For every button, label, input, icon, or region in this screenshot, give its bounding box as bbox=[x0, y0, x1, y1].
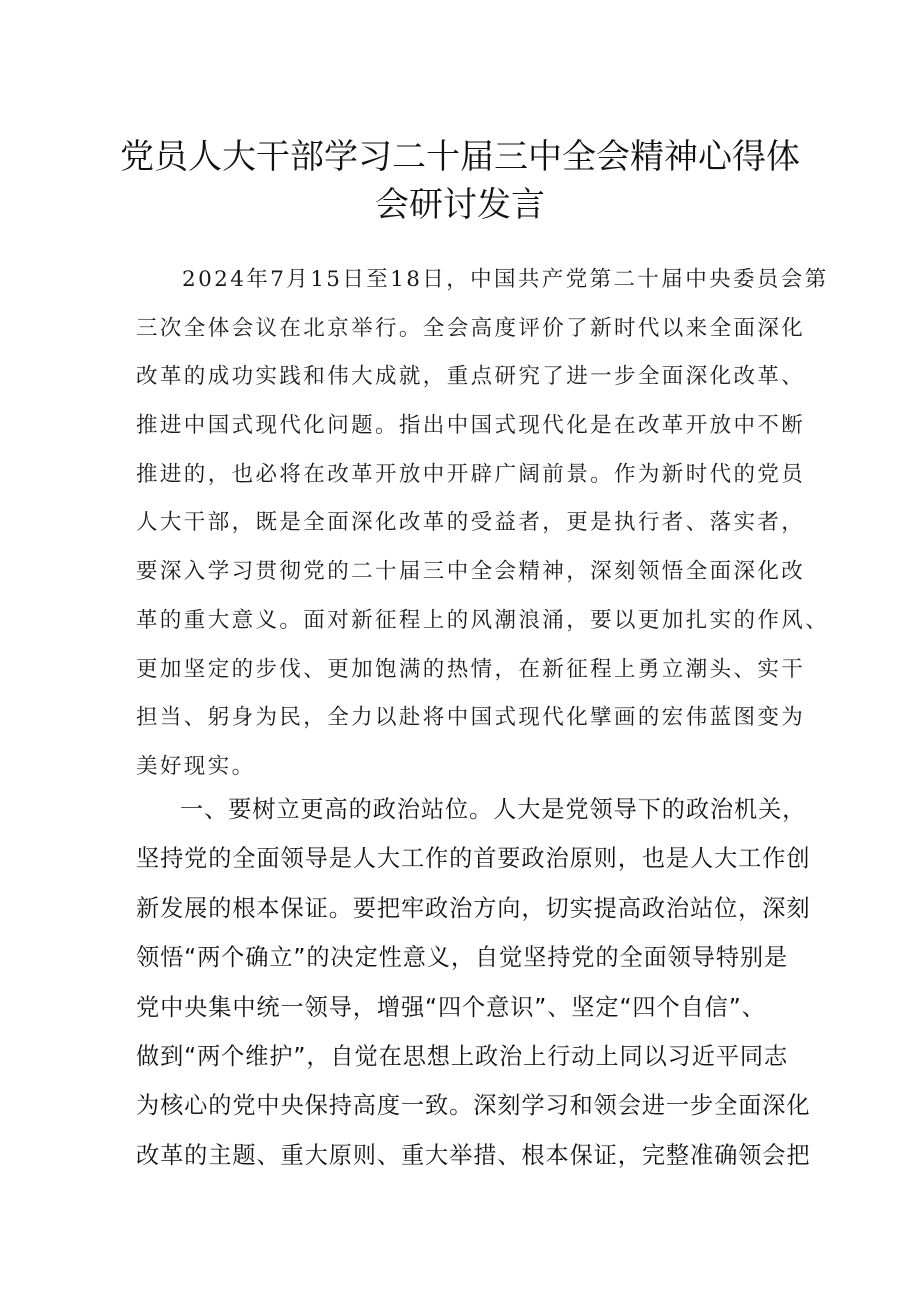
paragraph-line: 担当、躬身为民，全力以赴将中国式现代化擘画的宏伟蓝图变为 bbox=[136, 705, 806, 731]
paragraph-line: 人大干部，既是全面深化改革的受益者，更是执行者、落实者， bbox=[136, 510, 806, 536]
paragraph-line: 推进的，也必将在改革开放中开辟广阔前景。作为新时代的党员 bbox=[136, 461, 806, 487]
paragraph-line: 改革的主题、重大原则、重大举措、根本保证，完整准确领会把 bbox=[136, 1141, 811, 1169]
paragraph-line: 一、要树立更高的政治站位。人大是党领导下的政治机关， bbox=[180, 796, 807, 823]
paragraph-line: 推进中国式现代化问题。指出中国式现代化是在改革开放中不断 bbox=[136, 413, 806, 439]
paragraph-line: 革的重大意义。面对新征程上的风潮浪涌，要以更加扎实的作风、 bbox=[136, 607, 830, 633]
paragraph-line: 党中央集中统一领导，增强“四个意识”、坚定“四个自信”、 bbox=[136, 993, 766, 1021]
paragraph-line: 做到“两个维护”，自觉在思想上政治上行动上同以习近平同志 bbox=[136, 1042, 789, 1070]
paragraph-line: 要深入学习贯彻党的二十届三中全会精神，深刻领悟全面深化改 bbox=[136, 559, 806, 585]
document-title-line-1: 党员人大干部学习二十届三中全会精神心得体 bbox=[120, 137, 800, 177]
paragraph-line: 坚持党的全面领导是人大工作的首要政治原则，也是人大工作创 bbox=[136, 845, 811, 873]
intro-paragraph bbox=[136, 256, 830, 792]
paragraph-line: 三次全体会议在北京举行。全会高度评价了新时代以来全面深化 bbox=[136, 315, 806, 341]
section-one-paragraph bbox=[136, 785, 811, 1180]
paragraph-line: 2024年7月15日至18日，中国共产党第二十届中央委员会第 bbox=[182, 267, 829, 292]
paragraph-line: 美好现实。 bbox=[136, 753, 256, 779]
paragraph-line: 更加坚定的步伐、更加饱满的热情，在新征程上勇立潮头、实干 bbox=[136, 656, 806, 682]
document-title-line-2: 会研讨发言 bbox=[375, 185, 545, 225]
paragraph-line: 为核心的党中央保持高度一致。深刻学习和领会进一步全面深化 bbox=[136, 1092, 811, 1120]
paragraph-line: 新发展的根本保证。要把牢政治方向，切实提高政治站位，深刻 bbox=[136, 894, 811, 922]
paragraph-line: 改革的成功实践和伟大成就，重点研究了进一步全面深化改革、 bbox=[136, 364, 806, 390]
paragraph-line: 领悟“两个确立”的决定性意义，自觉坚持党的全面领导特别是 bbox=[136, 944, 789, 972]
